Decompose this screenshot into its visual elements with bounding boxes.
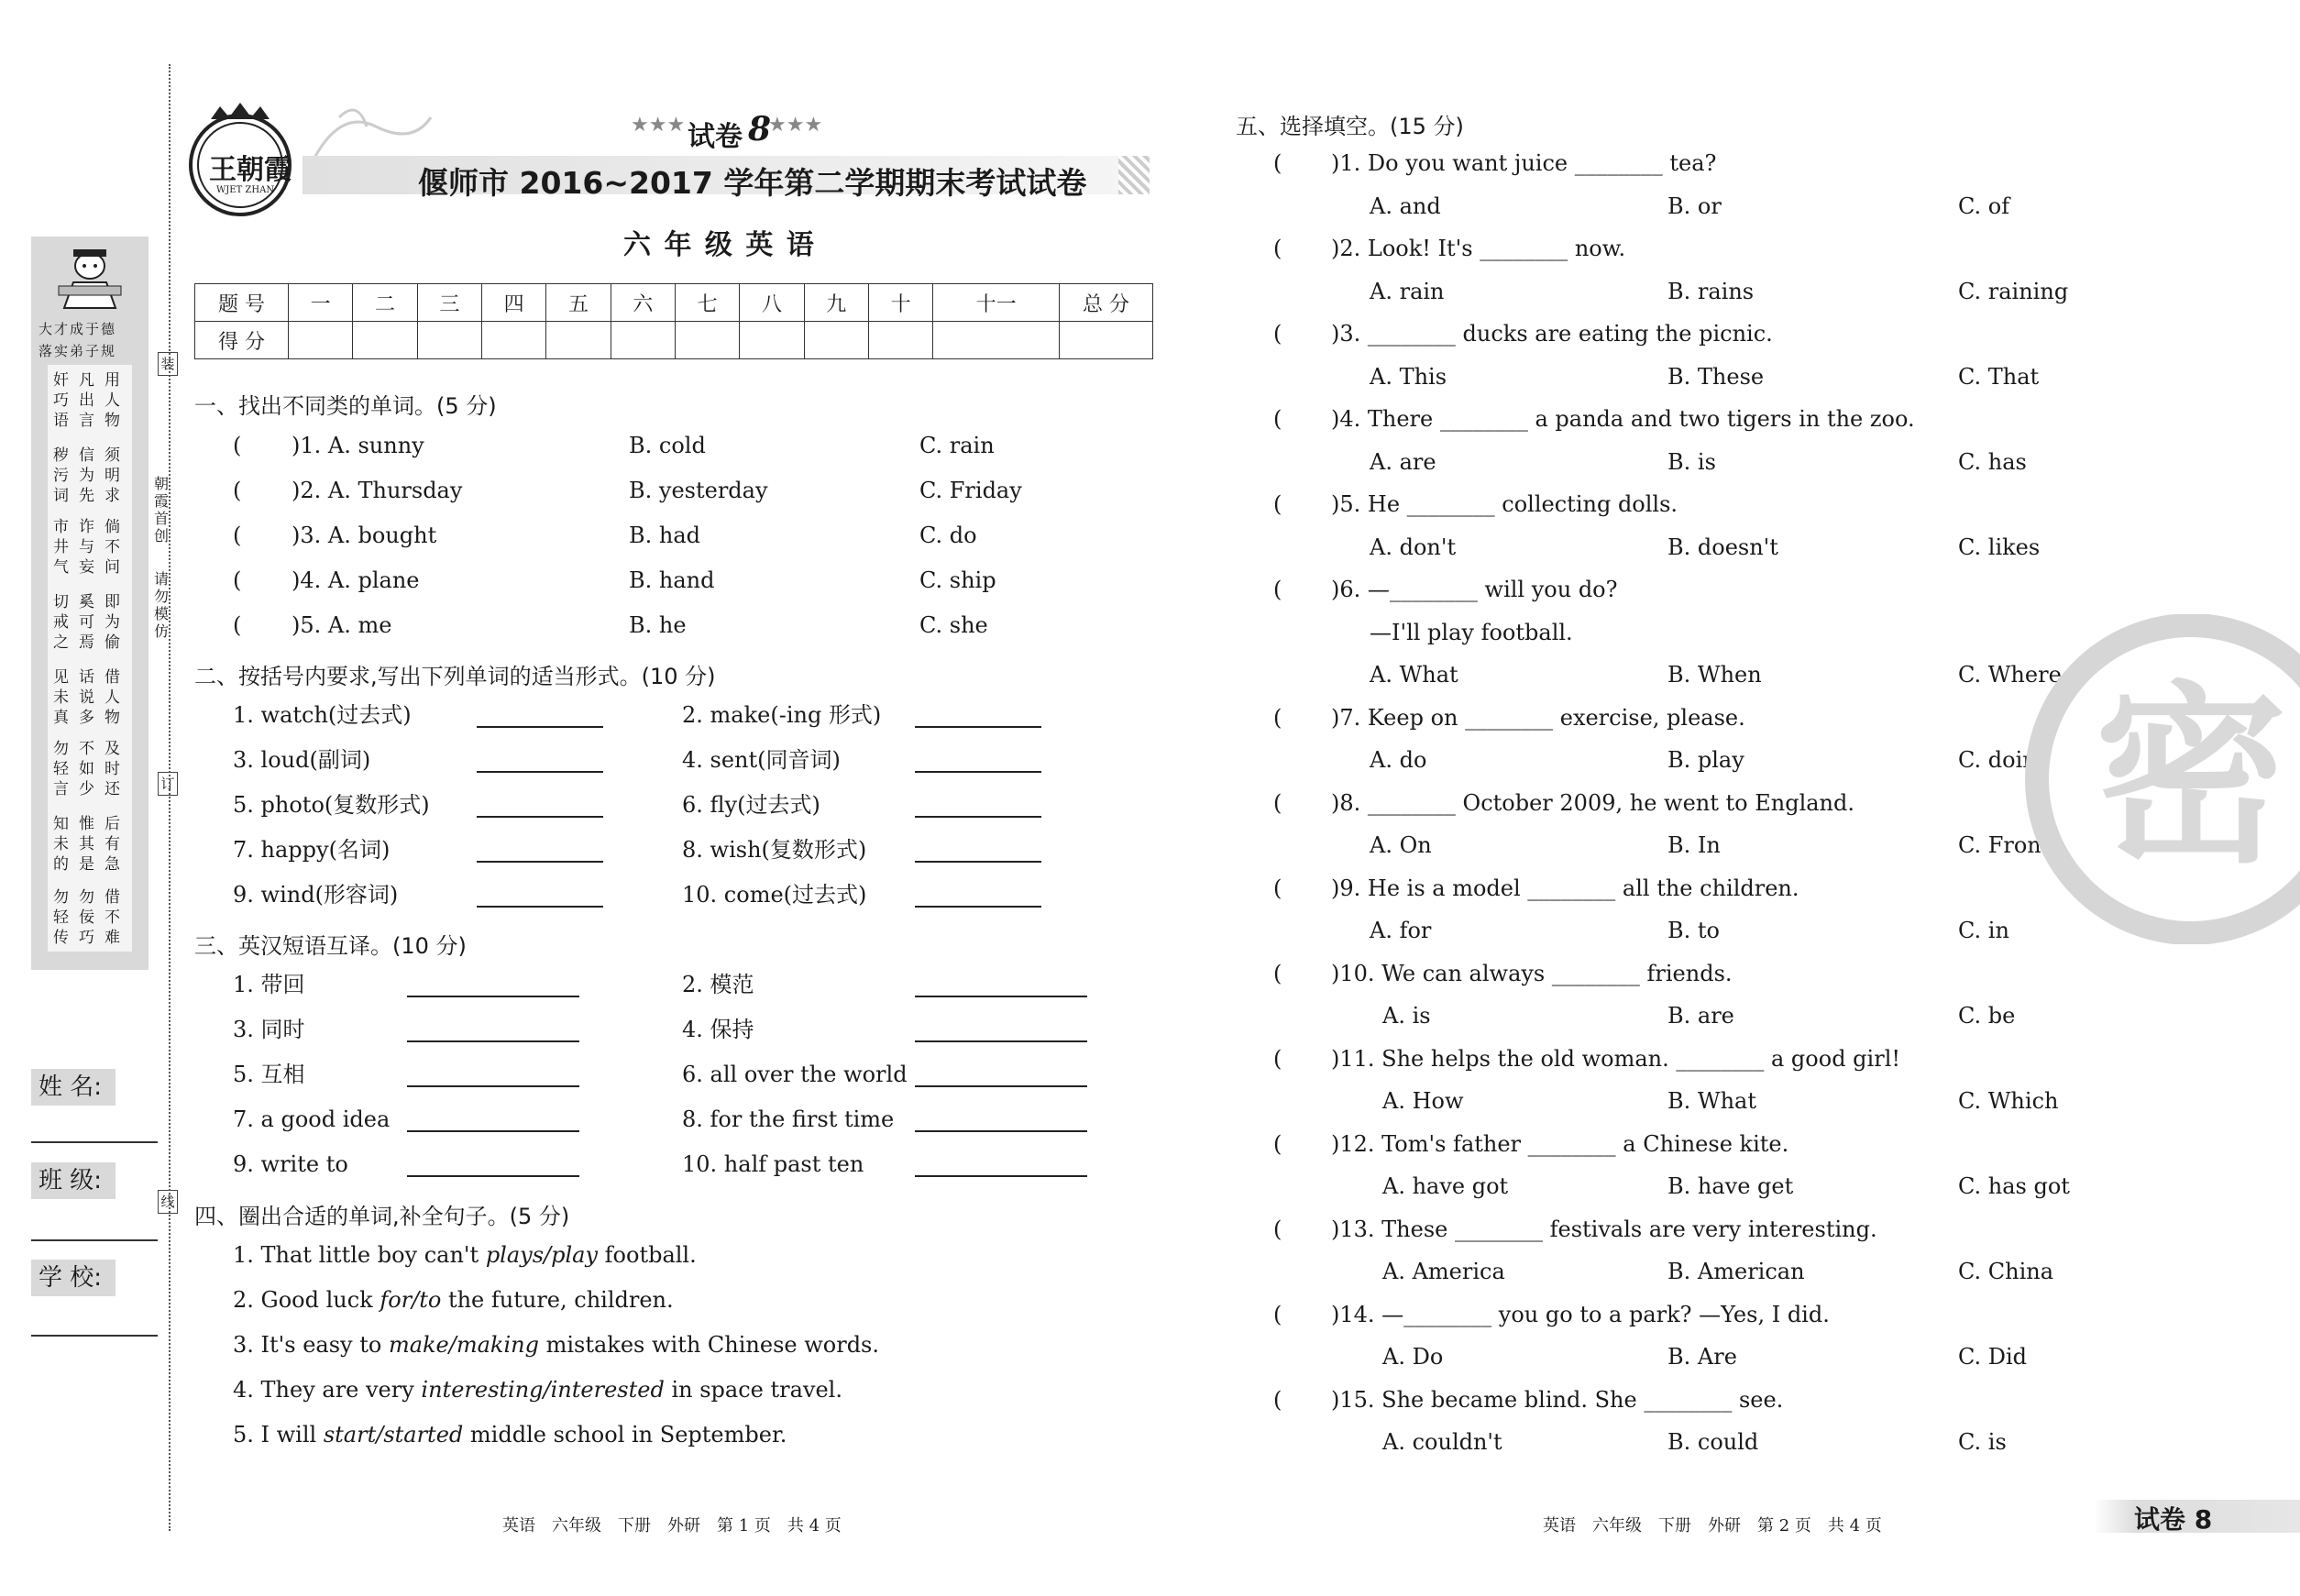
answer-paren[interactable]: ( xyxy=(1273,150,1282,176)
phrase-prompt: 2. 模范 xyxy=(682,972,754,997)
option-a[interactable]: A. Do xyxy=(1382,1344,1444,1370)
word-prompt: 10. come(过去式) xyxy=(682,882,867,908)
binding-dotted-line xyxy=(169,64,171,1531)
option-b: B. he xyxy=(629,612,687,638)
option-b[interactable]: B. What xyxy=(1667,1088,1756,1114)
answer-paren[interactable]: ( xyxy=(233,567,242,593)
phrase-prompt: 8. for the first time xyxy=(682,1106,895,1132)
option-c[interactable]: C. From xyxy=(1958,832,2049,858)
word-choice[interactable]: plays/play xyxy=(485,1242,599,1268)
answer-blank[interactable] xyxy=(477,771,603,773)
option-b[interactable]: B. could xyxy=(1667,1429,1759,1455)
phrase-prompt: 7. a good idea xyxy=(233,1106,391,1132)
sentence-text: middle school in September. xyxy=(463,1422,787,1447)
maxim-column: 切戒之 xyxy=(53,593,71,652)
answer-paren[interactable]: ( xyxy=(1273,960,1282,986)
word-prompt: 9. wind(形容词) xyxy=(233,882,399,908)
sentence-item xyxy=(233,1379,842,1401)
side-banner-bottom: 落实弟子规 xyxy=(39,343,117,359)
score-input-cell[interactable] xyxy=(289,322,353,359)
sentence-text: the future, children. xyxy=(441,1287,674,1313)
option-a[interactable]: A. What xyxy=(1370,662,1458,688)
answer-paren[interactable]: ( xyxy=(1273,875,1282,901)
answer-blank[interactable] xyxy=(407,1175,579,1177)
word-choice[interactable]: for/to xyxy=(380,1287,442,1313)
answer-paren[interactable]: ( xyxy=(233,478,242,503)
option-b[interactable]: B. Are xyxy=(1667,1344,1737,1370)
stars-right-icon: ★★★ xyxy=(768,114,823,137)
title-bar-pattern xyxy=(1118,156,1150,194)
question-text: )1. Do you want juice ________ tea? xyxy=(1331,150,1717,176)
option-a[interactable]: A. don't xyxy=(1370,534,1457,560)
question-text: )4. There ________ a panda and two tigers in the zoo. xyxy=(1331,406,1915,432)
word-prompt: 4. sent(同音词) xyxy=(682,747,841,773)
phrase-prompt: 6. all over the world xyxy=(682,1062,908,1087)
phrase-prompt: 9. write to xyxy=(233,1151,348,1177)
answer-blank[interactable] xyxy=(477,861,603,863)
score-input-cell[interactable] xyxy=(353,322,417,359)
answer-blank[interactable] xyxy=(407,1130,579,1132)
option-c[interactable]: C. is xyxy=(1958,1429,2007,1455)
option-a[interactable]: A. On xyxy=(1370,832,1432,858)
sentence-text: in space travel. xyxy=(664,1377,842,1403)
word-prompt: 1. watch(过去式) xyxy=(233,702,412,728)
score-input-cell[interactable] xyxy=(933,322,1060,359)
answer-paren[interactable]: ( xyxy=(1273,1301,1282,1327)
question-text: )6. —________ will you do? xyxy=(1331,577,1618,602)
score-table-score-row xyxy=(195,322,1153,359)
maxim-column: 勿佞巧 xyxy=(79,888,96,947)
phrase-prompt: 1. 带回 xyxy=(233,972,305,997)
section-4-title: 四、圈出合适的单词,补全句子。(5 分) xyxy=(194,1204,570,1229)
answer-paren[interactable]: ( xyxy=(1273,1386,1282,1413)
option-b[interactable]: B. play xyxy=(1667,747,1744,773)
word-prompt: 8. wish(复数形式) xyxy=(682,837,867,863)
scholar-figure-icon xyxy=(46,246,134,310)
option-b: B. yesterday xyxy=(629,478,768,503)
score-header-cell: 八 xyxy=(740,284,804,322)
option-b[interactable]: B. These xyxy=(1667,363,1765,390)
answer-blank[interactable] xyxy=(407,1085,579,1087)
answer-paren[interactable]: ( xyxy=(1273,406,1282,432)
option-b[interactable]: B. is xyxy=(1667,448,1716,475)
sentence-item xyxy=(233,1289,674,1311)
option-b: B. cold xyxy=(629,433,706,458)
option-c[interactable]: C. doing xyxy=(1958,747,2052,773)
maxim-column: 即为偷 xyxy=(105,593,122,652)
option-b[interactable]: B. or xyxy=(1667,193,1722,219)
answer-blank[interactable] xyxy=(477,816,603,818)
word-prompt: 2. make(-ing 形式) xyxy=(682,702,882,728)
option-b[interactable]: B. When xyxy=(1667,662,1762,688)
option-c[interactable]: C. That xyxy=(1958,363,2040,390)
phrase-prompt: 5. 互相 xyxy=(233,1062,305,1087)
option-a[interactable]: A. are xyxy=(1370,448,1436,475)
score-header-cell: 总 分 xyxy=(1060,284,1153,322)
maxim-column: 话说多 xyxy=(79,668,96,727)
option-b: B. had xyxy=(629,523,701,548)
option-c: C. rain xyxy=(919,433,995,458)
option-b[interactable]: B. are xyxy=(1667,1003,1734,1029)
option-a[interactable]: A. America xyxy=(1382,1259,1505,1284)
answer-blank[interactable] xyxy=(407,1040,579,1042)
option-c[interactable]: C. has xyxy=(1958,448,2027,475)
question-text: )5. He ________ collecting dolls. xyxy=(1331,491,1678,517)
option-c[interactable]: C. Did xyxy=(1958,1344,2028,1370)
binding-text-1: 朝霞首创 xyxy=(154,475,170,545)
maxim-column: 知未的 xyxy=(53,815,71,874)
option-a[interactable]: A. is xyxy=(1382,1003,1431,1029)
sentence-text: 4. They are very xyxy=(233,1377,422,1403)
option-b[interactable]: B. doesn't xyxy=(1667,534,1778,560)
option-c[interactable]: C. Which xyxy=(1958,1088,2059,1114)
maxim-column: 勿轻传 xyxy=(53,888,71,947)
answer-paren[interactable]: ( xyxy=(1273,1045,1282,1072)
score-input-cell[interactable] xyxy=(417,322,481,359)
answer-blank[interactable] xyxy=(915,861,1041,863)
word-choice[interactable]: make/making xyxy=(388,1332,539,1358)
sentence-item xyxy=(233,1244,697,1266)
score-input-cell[interactable] xyxy=(546,322,611,359)
phrase-prompt: 4. 保持 xyxy=(682,1017,754,1042)
score-row-label: 得 分 xyxy=(195,322,289,359)
answer-paren[interactable]: ( xyxy=(1273,236,1282,261)
question-text: )10. We can always ________ friends. xyxy=(1331,960,1733,986)
answer-blank[interactable] xyxy=(915,1085,1087,1087)
answer-paren[interactable]: ( xyxy=(1273,1216,1282,1242)
option-a[interactable]: A. rain xyxy=(1370,278,1445,304)
word-choice[interactable]: start/started xyxy=(323,1422,464,1447)
maxim-column: 后有急 xyxy=(105,815,122,874)
page-title: 偃师市 2016~2017 学年第二学期期末考试试卷 xyxy=(418,165,1087,201)
sentence-text: 5. I will xyxy=(233,1422,324,1447)
score-header-cell: 题 号 xyxy=(195,284,289,322)
answer-blank[interactable] xyxy=(915,816,1041,818)
footer-paper-tag: 试卷 8 xyxy=(2134,1504,2213,1535)
answer-blank[interactable] xyxy=(477,726,603,728)
option-c[interactable]: C. has got xyxy=(1958,1173,2070,1199)
question-text: )12. Tom's father ________ a Chinese kite. xyxy=(1331,1130,1789,1157)
footer-right-page-info: 英语 六年级 下册 外研 第 2 页 共 4 页 xyxy=(1543,1516,1882,1535)
question-text: )9. He is a model ________ all the children. xyxy=(1331,875,1799,901)
section-5-title: 五、选择填空。(15 分) xyxy=(1236,114,1464,139)
binding-tag-3: 线 xyxy=(158,1190,178,1214)
paper-label: 试卷 xyxy=(688,121,743,153)
answer-blank[interactable] xyxy=(407,996,579,997)
phrase-prompt: 10. half past ten xyxy=(682,1151,864,1177)
sentence-text: football. xyxy=(598,1242,697,1268)
maxim-column: 诈与妄 xyxy=(79,518,96,577)
question-text: )7. Keep on ________ exercise, please. xyxy=(1331,704,1745,731)
maxim-column: 凡出言 xyxy=(79,371,96,430)
answer-blank[interactable] xyxy=(915,906,1041,908)
option-c[interactable]: C. Where xyxy=(1958,662,2062,688)
word-choice[interactable]: interesting/interested xyxy=(421,1377,665,1403)
footer-left-page-info: 英语 六年级 下册 外研 第 1 页 共 4 页 xyxy=(502,1516,842,1535)
question-text: )13. These ________ festivals are very interesting. xyxy=(1331,1216,1877,1242)
score-header-cell: 三 xyxy=(417,284,481,322)
option-b[interactable]: B. to xyxy=(1667,918,1720,943)
option-c[interactable]: C. of xyxy=(1958,193,2010,219)
maxim-column: 勿轻言 xyxy=(53,740,71,798)
score-input-cell[interactable] xyxy=(1060,322,1153,359)
maxim-column: 借人物 xyxy=(105,668,122,727)
option-c: C. she xyxy=(919,612,988,638)
question-text: )2. A. Thursday xyxy=(292,478,463,503)
section-1-title: 一、找出不同类的单词。(5 分) xyxy=(194,393,497,419)
answer-paren[interactable]: ( xyxy=(233,433,242,458)
svg-text:密: 密 xyxy=(2094,665,2288,889)
option-b[interactable]: B. In xyxy=(1667,832,1721,858)
section-2-title: 二、按括号内要求,写出下列单词的适当形式。(10 分) xyxy=(194,664,716,689)
score-header-cell: 六 xyxy=(611,284,675,322)
answer-paren[interactable]: ( xyxy=(1273,704,1282,731)
option-a[interactable]: A. and xyxy=(1370,193,1441,219)
maxim-column: 须明求 xyxy=(105,446,122,505)
score-input-cell[interactable] xyxy=(868,322,932,359)
maxim-column: 秽污词 xyxy=(53,446,71,505)
score-header-cell: 九 xyxy=(804,284,868,322)
question-text: )11. She helps the old woman. ________ a good girl! xyxy=(1331,1045,1901,1072)
sentence-text: 2. Good luck xyxy=(233,1287,380,1313)
question-text: )8. ________ October 2009, he went to England. xyxy=(1331,789,1854,816)
maxim-column: 奸巧语 xyxy=(53,371,71,430)
phrase-prompt: 3. 同时 xyxy=(233,1017,305,1042)
maxim-column: 及时还 xyxy=(105,740,122,798)
maxim-column: 市井气 xyxy=(53,518,71,577)
confidential-seal-icon xyxy=(2017,614,2300,944)
option-b[interactable]: B. rains xyxy=(1667,278,1755,304)
question-text: )15. She became blind. She ________ see. xyxy=(1331,1386,1784,1413)
question-text: )3. A. bought xyxy=(292,523,437,548)
answer-paren[interactable]: ( xyxy=(1273,789,1282,816)
word-prompt: 6. fly(过去式) xyxy=(682,792,820,818)
answer-blank[interactable] xyxy=(915,726,1041,728)
option-a[interactable]: A. How xyxy=(1382,1088,1464,1114)
score-header-cell: 十 xyxy=(868,284,932,322)
option-a[interactable]: A. do xyxy=(1370,747,1427,773)
answer-blank[interactable] xyxy=(477,906,603,908)
option-c[interactable]: C. likes xyxy=(1958,534,2041,560)
maxim-column: 信为先 xyxy=(79,446,96,505)
sentence-text: 3. It's easy to xyxy=(233,1332,389,1358)
name-field-line[interactable] xyxy=(31,1141,158,1143)
score-input-cell[interactable] xyxy=(740,322,804,359)
question-text: )1. A. sunny xyxy=(292,433,424,458)
maxim-column: 见未真 xyxy=(53,668,71,727)
score-header-cell: 一 xyxy=(289,284,353,322)
score-table xyxy=(194,283,1153,359)
answer-paren[interactable]: ( xyxy=(233,612,242,638)
brand-logo-subtext: WJET ZHAN xyxy=(216,185,275,195)
option-a[interactable]: A. This xyxy=(1370,363,1447,390)
sentence-text: mistakes with Chinese words. xyxy=(538,1332,880,1358)
binding-text-2: 请勿模仿 xyxy=(154,570,170,640)
score-header-cell: 二 xyxy=(353,284,417,322)
binding-tag-1: 装 xyxy=(158,352,178,376)
answer-blank[interactable] xyxy=(915,1130,1087,1132)
question-reply: —I'll play football. xyxy=(1370,619,1573,645)
option-c: C. ship xyxy=(919,567,996,593)
option-c[interactable]: C. raining xyxy=(1958,278,2069,304)
sentence-item xyxy=(233,1424,787,1446)
name-field-label: 姓 名: xyxy=(31,1069,116,1106)
stars-left-icon: ★★★ xyxy=(631,114,686,137)
word-prompt: 5. photo(复数形式) xyxy=(233,792,430,818)
answer-blank[interactable] xyxy=(915,771,1041,773)
score-header-cell: 七 xyxy=(675,284,739,322)
option-c[interactable]: C. in xyxy=(1958,918,2009,943)
answer-paren[interactable]: ( xyxy=(1273,1130,1282,1157)
paper-number: 8 xyxy=(748,110,772,149)
score-header-cell: 四 xyxy=(481,284,545,322)
word-prompt: 3. loud(副词) xyxy=(233,747,371,773)
maxim-column: 用人物 xyxy=(105,371,122,430)
option-c: C. do xyxy=(919,523,977,548)
answer-blank[interactable] xyxy=(915,996,1087,997)
answer-paren[interactable]: ( xyxy=(1273,321,1282,347)
answer-blank[interactable] xyxy=(915,1040,1087,1042)
answer-paren[interactable]: ( xyxy=(1273,577,1282,602)
maxim-column: 不如少 xyxy=(79,740,96,798)
score-input-cell[interactable] xyxy=(481,322,545,359)
score-input-cell[interactable] xyxy=(804,322,868,359)
answer-paren[interactable]: ( xyxy=(233,523,242,548)
option-b: B. hand xyxy=(629,567,715,593)
score-input-cell[interactable] xyxy=(611,322,675,359)
question-text: )3. ________ ducks are eating the picnic. xyxy=(1331,321,1773,347)
score-table-header-row xyxy=(195,284,1153,322)
page-subtitle: 六 年 级 英 语 xyxy=(623,229,816,261)
school-field-label: 学 校: xyxy=(31,1260,116,1296)
brand-logo-text: 王朝霞 xyxy=(209,154,292,186)
maxim-column: 惟其是 xyxy=(79,815,96,874)
question-text: )4. A. plane xyxy=(292,567,420,593)
answer-blank[interactable] xyxy=(915,1175,1087,1177)
option-b[interactable]: B. have get xyxy=(1667,1173,1794,1199)
sentence-item xyxy=(233,1334,879,1356)
section-3-title: 三、英汉短语互译。(10 分) xyxy=(194,933,467,959)
option-c[interactable]: C. China xyxy=(1958,1259,2054,1284)
score-header-cell: 五 xyxy=(546,284,611,322)
school-field-line[interactable] xyxy=(31,1335,158,1337)
score-input-cell[interactable] xyxy=(675,322,739,359)
option-a[interactable]: A. have got xyxy=(1382,1173,1509,1199)
score-header-cell: 十一 xyxy=(933,284,1060,322)
binding-tag-2: 订 xyxy=(158,772,178,796)
maxim-column: 奚可焉 xyxy=(79,593,96,652)
option-a[interactable]: A. for xyxy=(1370,918,1432,943)
maxim-column: 倘不问 xyxy=(105,518,122,577)
word-prompt: 7. happy(名词) xyxy=(233,837,391,863)
option-a[interactable]: A. couldn't xyxy=(1382,1429,1502,1455)
question-text: )2. Look! It's ________ now. xyxy=(1331,236,1626,261)
option-b[interactable]: B. American xyxy=(1667,1259,1805,1284)
question-text: )14. —________ you go to a park? —Yes, I did. xyxy=(1331,1301,1830,1327)
sentence-text: 1. That little boy can't xyxy=(233,1242,486,1268)
option-c: C. Friday xyxy=(919,478,1022,503)
class-field-line[interactable] xyxy=(31,1239,158,1241)
side-banner-top: 大才成于德 xyxy=(39,321,117,337)
option-c[interactable]: C. be xyxy=(1958,1003,2016,1029)
question-text: )5. A. me xyxy=(292,612,392,638)
class-field-label: 班 级: xyxy=(31,1162,116,1199)
answer-paren[interactable]: ( xyxy=(1273,491,1282,517)
maxim-column: 借不难 xyxy=(105,888,122,947)
